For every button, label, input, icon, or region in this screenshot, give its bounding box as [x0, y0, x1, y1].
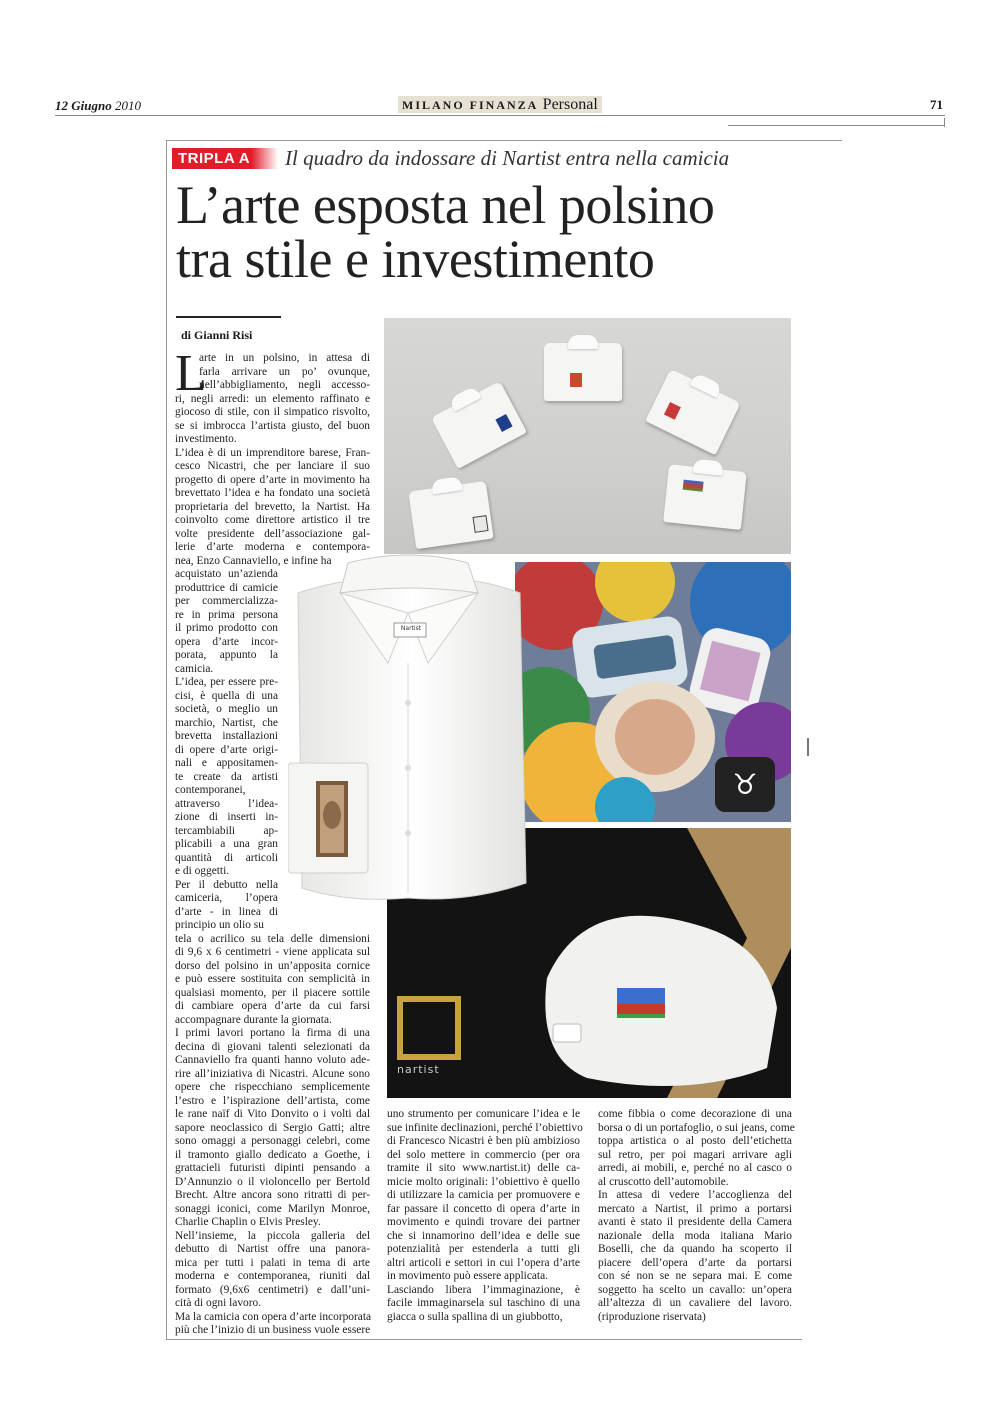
text-line: arredi, ai mobili, e, perché no al casco o: [598, 1162, 792, 1174]
text-line: I primi lavori portano la firma di una: [175, 1027, 370, 1039]
text-line: con sé non se ne separa mai. E come: [598, 1270, 792, 1282]
text-line: L’idea, per essere pre-: [175, 676, 278, 688]
text-line: contemporanei,: [175, 784, 246, 796]
text-line: camiceria, l’opera: [175, 892, 278, 904]
text-line: società, o meglio un: [175, 703, 278, 715]
white-shirt-photo: [288, 553, 530, 915]
shirts-arc-photo: [384, 318, 791, 554]
text-line: nea, Enzo Cannaviello, e infine ha: [175, 554, 332, 567]
text-line: le rane naïf di Vito Donvito o i volti dal: [175, 1108, 370, 1120]
text-line: toppa artistica o al posto dell’etichetta: [598, 1135, 792, 1147]
text-line: avanti è stato il presidente della Camera: [598, 1216, 792, 1228]
shirt-illustration: [288, 553, 530, 915]
issue-date-day: 12 Giugno: [55, 98, 112, 113]
text-line: Cannaviello fra quanti hanno voluto ade-: [175, 1054, 370, 1066]
text-line: di utilizzare la camicia per promuovere e: [387, 1189, 580, 1201]
text-line: (riproduzione riservata): [598, 1310, 706, 1323]
text-line: L’idea è di un imprenditore barese, Fran-: [175, 446, 370, 459]
text-line: grattacieli futuristi dipinti pensando a: [175, 1162, 370, 1174]
page-number: 71: [930, 97, 943, 112]
text-line: movimento e quindi trovare dei partner: [387, 1216, 580, 1228]
text-line: progetto di opere d’arte in movimento ha: [175, 473, 370, 486]
text-line: arte in un polsino, in attesa di: [199, 352, 370, 364]
text-line: al cruscotto dell’automobile.: [598, 1175, 729, 1188]
shirt-photo-1: [408, 481, 493, 549]
text-line: cità di ogni lavoro.: [175, 1297, 262, 1309]
text-line: Boselli, che da quando ha scoperto il: [598, 1243, 792, 1255]
shirt-photo-2: [431, 381, 527, 469]
text-line: cesco Nicastri, che per lanciare il suo: [175, 460, 370, 472]
article-kicker: TRIPLA A: [172, 148, 278, 169]
text-line: te create da artisti: [175, 770, 278, 783]
text-line: Nell’insieme, la piccola galleria del: [175, 1229, 370, 1242]
text-line: produttrice di camicie: [175, 581, 278, 594]
text-line: sue infinite declinazioni, perché l’obiettivo: [387, 1121, 583, 1134]
text-line: farla arrivare un po’ ovunque,: [199, 365, 370, 378]
text-line: micie molto originali: l’obiettivo è quello: [387, 1175, 580, 1188]
text-line: come fibbia o come decorazione di una: [598, 1108, 792, 1120]
text-line: sul retro, per poi magari arrivare agli: [598, 1148, 792, 1161]
art-inserts-collage: [515, 562, 791, 822]
text-line: Per il debutto nella: [175, 878, 278, 891]
text-line: d’arte - in linea di: [175, 905, 278, 918]
shirt-label: Nartist: [400, 625, 422, 632]
text-line: marchio, Nartist, che: [175, 716, 278, 729]
article-title: [176, 175, 876, 289]
text-line: e di oggetti.: [175, 865, 230, 877]
text-line: brevetta installazioni: [175, 730, 278, 742]
text-line: il tramonto giallo dedicato a Goethe, i: [175, 1148, 370, 1161]
art-inserts-photo: [515, 562, 791, 822]
svg-text:♉: ♉: [732, 768, 758, 801]
text-line: mercato a Nartist, il primo a portarsi: [598, 1202, 792, 1215]
text-line: di cambiare opera d’arte da cui farsi: [175, 1000, 370, 1012]
text-line: borsa o di un portafoglio, o sui jeans, come: [598, 1121, 795, 1134]
shirt-photo-5: [663, 464, 747, 530]
text-line: opere che rispecchiano semplicemente: [175, 1081, 370, 1093]
text-line: per commercializza-: [175, 595, 278, 607]
article-frame-left: [166, 140, 167, 1340]
text-line: più che l’inizio di un business vuole essere: [175, 1324, 371, 1336]
text-line: giocoso di stile, con il simpatico risvolto,: [175, 406, 370, 418]
text-line: tercambiabili ap-: [175, 824, 278, 837]
shirt-photo-3: [544, 343, 622, 401]
text-line: principio un olio su: [175, 919, 264, 931]
text-line: il primo prodotto con: [175, 622, 278, 634]
text-line: coinvolto come direttore artistico il tre: [175, 514, 370, 526]
text-line: in movimento può essere applicata.: [387, 1270, 549, 1282]
header-rule: [55, 115, 945, 116]
text-line: tela o acrilico su tela delle dimensioni: [175, 932, 370, 945]
article-subtitle: Il quadro da indossare di Nartist entra nella camicia: [285, 146, 730, 170]
text-line: dorso del polsino in un’apposita cornice: [175, 959, 370, 972]
text-line: potenzialità per estenderla a tutti gli: [387, 1243, 580, 1255]
text-line: del solo mettere in commercio (per ora: [387, 1148, 580, 1161]
text-line: attraverso l’idea-: [175, 797, 278, 810]
text-line: di 9,6 x 6 centimetri - viene applicata sul: [175, 946, 370, 958]
text-line: Lasciando libera l’immaginazione, è: [387, 1283, 580, 1296]
text-line: nali e appositamen-: [175, 757, 278, 769]
text-line: tramite il sito www.nartist.it) delle ca-: [387, 1162, 580, 1174]
shirt-photo-4: [645, 369, 741, 455]
header-rule-secondary: [728, 125, 945, 126]
text-line: investimento.: [175, 433, 237, 445]
text-line: accompagnare durante la giornata.: [175, 1013, 332, 1026]
text-line: rire all’iniziativa di Nicastri. Alcune sono: [175, 1067, 370, 1080]
text-line: e può essere sostituita con semplicità in: [175, 973, 370, 985]
text-line: proprietaria del brevetto, la Nartist. Ha: [175, 500, 370, 513]
text-line: altri articoli e settori in cui l’opera d’arte: [387, 1256, 580, 1269]
text-line: mica per tutti i palati in tema di arte: [175, 1256, 370, 1269]
article-frame-top: [166, 140, 842, 141]
text-line: nell’abbigliamento, negli accesso-: [199, 379, 370, 391]
text-line: sonaggi iconici, come Marilyn Monroe,: [175, 1202, 370, 1215]
text-line: re in prima persona: [175, 608, 278, 621]
text-line: Charlie Chaplin o Elvis Presley.: [175, 1216, 321, 1228]
text-line: di Francesco Nicastri è ben più ambizioso: [387, 1135, 580, 1147]
publication-title: MILANO FINANZA: [402, 98, 538, 112]
text-line: far passare il concetto di opera d’arte in: [387, 1202, 580, 1215]
nartist-logo-text: nartist: [397, 1063, 440, 1076]
text-line: camicia.: [175, 662, 214, 675]
text-line: brevettato l’idea e ha fondato una società: [175, 487, 370, 499]
text-line: Brecht. Altre ancora sono ritratti di per-: [175, 1189, 370, 1201]
header-tick: [944, 118, 945, 127]
text-line: di opere d’arte origi-: [175, 743, 278, 756]
text-line: nazionale della moda italiana Mario: [598, 1229, 792, 1242]
text-line: Ma la camicia con opera d’arte incorporata: [175, 1310, 372, 1323]
text-line: facile immaginarsela sul taschino di una: [387, 1297, 580, 1309]
article-frame-bottom: [166, 1339, 802, 1340]
text-line: all’altezza di un cavaliere del lavoro.: [598, 1297, 792, 1309]
margin-mark: [807, 738, 809, 756]
text-line: se si imbrocca l’artista giusto, del buon: [175, 419, 370, 432]
text-line: giacca o sulla spallina di un giubbotto,: [387, 1310, 563, 1323]
text-line: plicabili a una gran: [175, 838, 278, 850]
text-line: formato (9,6x6 centimetri) e dall’uni-: [175, 1283, 370, 1296]
article-title-line-2: tra stile e investimento: [176, 229, 655, 289]
text-line: l’estro e l’ispirazione dell’artista, come: [175, 1094, 370, 1107]
text-line: opera d’arte incor-: [175, 635, 278, 648]
text-line: decina di giovani talenti selezionati da: [175, 1040, 370, 1053]
text-line: cisi, è quella di una: [175, 689, 278, 702]
text-line: volte presidente dell’associazione gal-: [175, 527, 370, 540]
publication-section: Personal: [542, 96, 598, 113]
publication-name: [398, 96, 602, 113]
text-line: sono omaggi a personaggi celebri, come: [175, 1135, 370, 1147]
text-line: uno strumento per comunicare l’idea e le: [387, 1108, 580, 1120]
text-line: zione di inserti in-: [175, 811, 278, 823]
issue-date: [55, 98, 141, 114]
text-line: quantità di articoli: [175, 851, 278, 864]
article-title-line-1: L’arte esposta nel polsino: [176, 175, 715, 235]
text-line: che si innamorino dell’idea e delle sue: [387, 1229, 580, 1242]
text-line: piacere dell’opera d’arte da portarsi: [598, 1256, 792, 1269]
text-line: sapore neoclassico di Sergio Gatti; altre: [175, 1121, 370, 1134]
text-line: porata, appunto la: [175, 649, 278, 661]
text-line: ri, negli arredi: un elemento raffinato e: [175, 392, 370, 405]
nartist-logo-mark: [397, 996, 461, 1060]
issue-date-year: 2010: [114, 98, 141, 113]
text-line: lerie d’arte moderna e contempora-: [175, 541, 370, 553]
text-line: moderna e contemporanea, riuniti dal: [175, 1270, 370, 1282]
text-line: In attesa di vedere l’accoglienza del: [598, 1189, 792, 1201]
byline: di Gianni Risi: [181, 328, 253, 342]
text-line: debutto di Nartist offre una panora-: [175, 1243, 370, 1255]
text-line: D’Annunzio o il violoncello per Bertold: [175, 1175, 370, 1188]
article-dropcap: L: [175, 345, 207, 402]
text-line: acquistato un’azienda: [175, 568, 278, 580]
text-line: qualsiasi momento, per il piacere sottile: [175, 986, 370, 999]
byline-rule: [176, 316, 281, 318]
text-line: soggetto ha scelto un cavallo: un’opera: [598, 1283, 792, 1296]
